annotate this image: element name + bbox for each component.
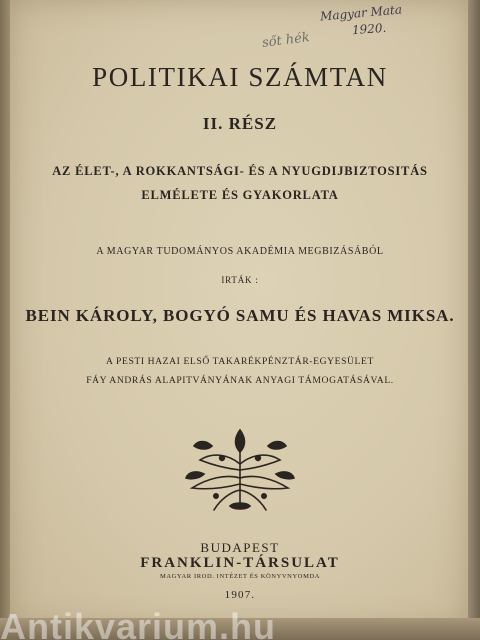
subtitle-line-2: ELMÉLETE ÉS GYAKORLATA xyxy=(141,188,339,202)
authors-line: BEIN KÁROLY, BOGYÓ SAMU ÉS HAVAS MIKSA. xyxy=(25,306,455,325)
support-line-2: FÁY ANDRÁS ALAPITVÁNYÁNAK ANYAGI TÁMOGATÁSÁVAL. xyxy=(86,375,394,386)
written-by-label: IRTÁK : xyxy=(221,275,259,285)
handwritten-note-owner: Magyar Mata xyxy=(319,2,403,24)
publisher-name: FRANKLIN-TÁRSULAT xyxy=(140,555,340,571)
publication-year: 1907. xyxy=(224,589,256,601)
handwritten-note-year: 1920. xyxy=(351,20,387,38)
subtitle-line-1: AZ ÉLET-, A ROKKANTSÁGI- ÉS A NYUGDIJBIZTOSITÁS xyxy=(52,164,428,178)
printer-name: MAGYAR IROD. INTÉZET ÉS KÖNYVNYOMDA xyxy=(159,573,321,580)
commission-line: A MAGYAR TUDOMÁNYOS AKADÉMIA MEGBIZÁSÁBÓL xyxy=(96,246,384,257)
floral-ornament-icon xyxy=(182,424,298,514)
handwritten-note-pencil: sőt hék xyxy=(261,30,311,51)
part-number: II. RÉSZ xyxy=(202,114,278,133)
support-line-1: A PESTI HAZAI ELSŐ TAKARÉKPÉNZTÁR-EGYESÜLET xyxy=(106,356,374,367)
watermark: Antikvarium.hu xyxy=(0,606,277,640)
publication-city: BUDAPEST xyxy=(200,540,280,555)
book-title: POLITIKAI SZÁMTAN xyxy=(92,62,388,92)
